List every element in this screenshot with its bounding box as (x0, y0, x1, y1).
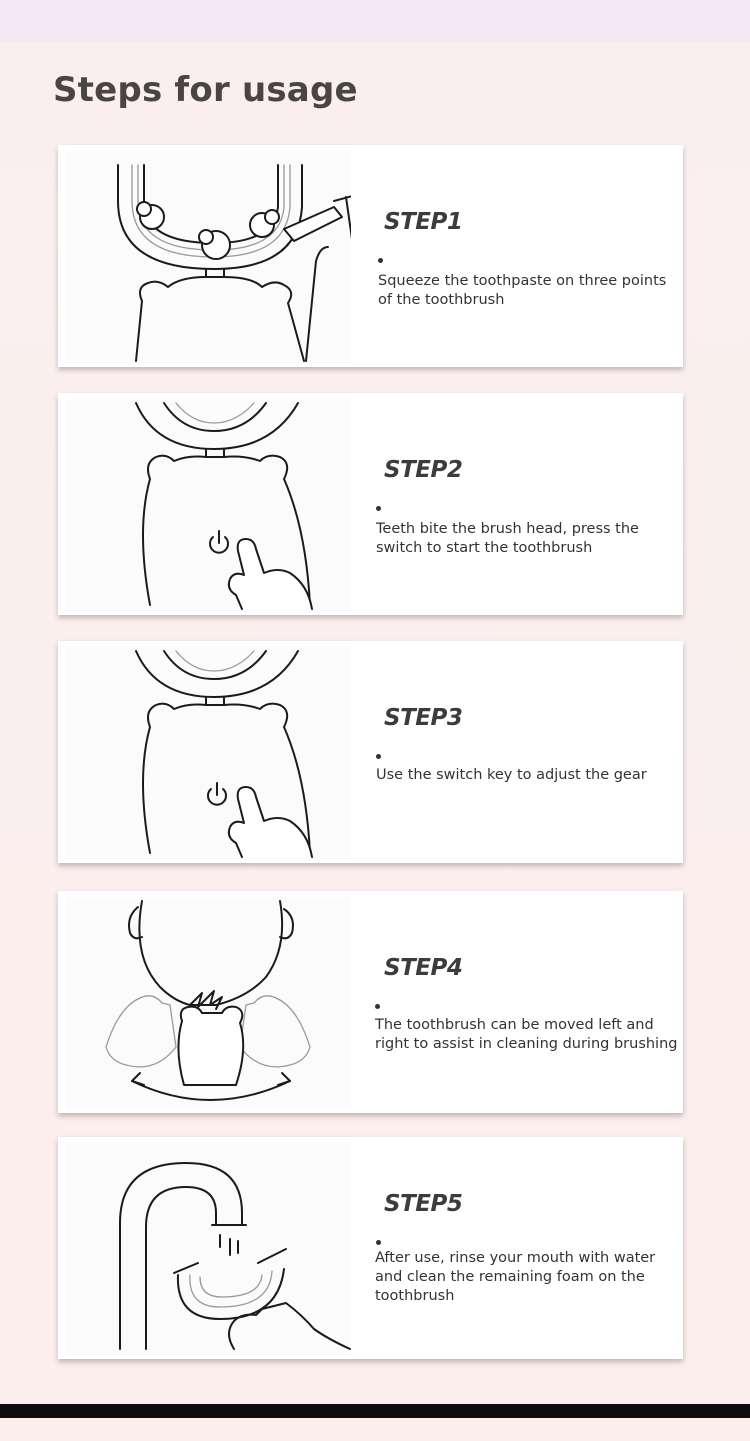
step-illustration-5 (66, 1143, 351, 1355)
bottom-bar (0, 1404, 750, 1418)
step-card-4 (58, 891, 683, 1113)
step-illustration-4 (66, 897, 351, 1109)
step-bullet-2 (376, 506, 381, 511)
step-description-5: After use, rinse your mouth with water and clean the remaining foam on the toothbrush (375, 1250, 656, 1304)
step-label-3: STEP3 (384, 705, 463, 731)
step-label-2: STEP2 (384, 457, 463, 483)
step-label-4: STEP4 (384, 955, 463, 981)
step-card-3 (58, 641, 683, 863)
step-label-5: STEP5 (384, 1191, 463, 1217)
step-bullet-5 (376, 1240, 381, 1245)
step-description-1: Squeeze the toothpaste on three points of the toothbrush (378, 273, 667, 308)
press-power-switch-icon (66, 647, 351, 859)
step-label-1: STEP1 (384, 209, 463, 235)
step-description-2: Teeth bite the brush head, press the switch to start the toothbrush (376, 521, 639, 556)
step-illustration-3 (66, 647, 351, 859)
step-description-3: Use the switch key to adjust the gear (376, 767, 647, 783)
rinse-under-faucet-icon (66, 1143, 351, 1355)
step-bullet-3 (376, 754, 381, 759)
step-card-1 (58, 145, 683, 367)
step-card-2 (58, 393, 683, 615)
step-description-4: The toothbrush can be moved left and right to assist in cleaning during brushing (375, 1017, 678, 1052)
step-illustration-2 (66, 399, 351, 611)
step-bullet-1 (378, 258, 383, 263)
step-illustration-1 (66, 151, 351, 363)
page-title: Steps for usage (53, 70, 358, 110)
toothpaste-on-brush-icon (66, 151, 351, 363)
move-left-right-icon (66, 897, 351, 1109)
step-bullet-4 (375, 1004, 380, 1009)
top-band (0, 0, 750, 42)
press-power-switch-icon (66, 399, 351, 611)
step-card-5 (58, 1137, 683, 1359)
